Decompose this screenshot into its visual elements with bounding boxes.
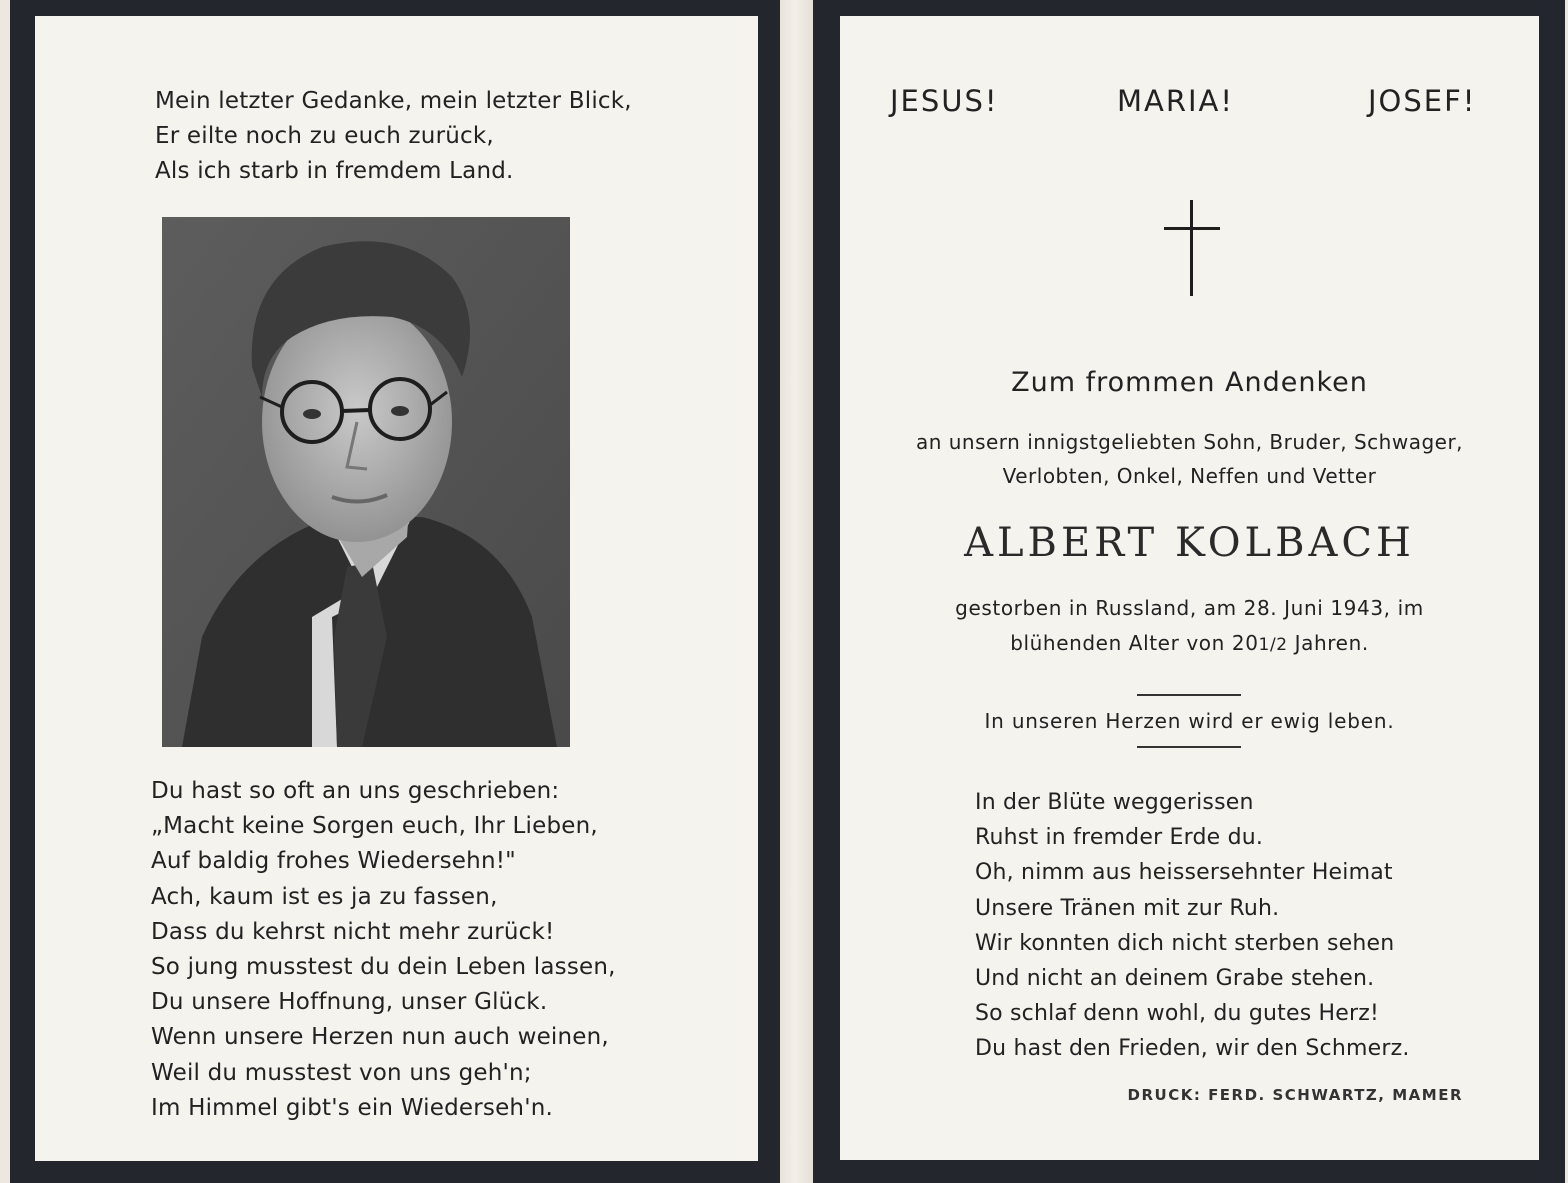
verse-line: Ruhst in fremder Erde du. bbox=[975, 825, 1264, 851]
verse-line: In der Blüte weggerissen bbox=[975, 790, 1254, 815]
left-card-paper bbox=[35, 16, 758, 1161]
verse-line: Weil du musstest von uns geh'n; bbox=[151, 1059, 532, 1086]
dedication-line-2: Verlobten, Onkel, Neffen und Vetter bbox=[1002, 464, 1377, 488]
verse-line: Als ich starb in fremdem Land. bbox=[155, 158, 514, 185]
right-card-border bbox=[813, 0, 1565, 1183]
invocation-jesus: JESUS! bbox=[890, 84, 999, 118]
divider-top bbox=[1137, 694, 1241, 696]
death-line-2-prefix: blühenden Alter von 20 bbox=[1010, 631, 1259, 655]
verse-line: Oh, nimm aus heissersehnter Heimat bbox=[975, 860, 1393, 886]
death-line-2-suffix: Jahren. bbox=[1287, 631, 1369, 655]
death-line-2 bbox=[840, 631, 1539, 655]
verse-line: Im Himmel gibt's ein Wiederseh'n. bbox=[151, 1094, 554, 1121]
cross-icon bbox=[1164, 200, 1220, 300]
verse-line: Ach, kaum ist es ja zu fassen, bbox=[151, 883, 498, 910]
motto: In unseren Herzen wird er ewig leben. bbox=[984, 709, 1395, 733]
verse-line: Auf baldig frohes Wiedersehn!" bbox=[151, 848, 516, 875]
verse-line: Dass du kehrst nicht mehr zurück! bbox=[151, 918, 555, 945]
verse-line: Er eilte noch zu euch zurück, bbox=[155, 123, 494, 150]
verse-line: Wir konnten dich nicht sterben sehen bbox=[975, 930, 1395, 956]
divider-bottom bbox=[1137, 746, 1241, 748]
verse-line: Unsere Tränen mit zur Ruh. bbox=[975, 895, 1280, 921]
verse-line: Mein letzter Gedanke, mein letzter Blick, bbox=[155, 88, 632, 114]
invocation-josef: JOSEF! bbox=[1368, 84, 1477, 118]
bottom-verse bbox=[151, 774, 616, 1126]
death-line-1: gestorben in Russland, am 28. Juni 1943, im bbox=[955, 596, 1424, 620]
verse-line: So jung musstest du dein Leben lassen, bbox=[151, 954, 616, 981]
verse-line: Du hast so oft an uns geschrieben: bbox=[151, 778, 560, 804]
age-fraction: 1/2 bbox=[1258, 635, 1288, 655]
verse-line: So schlaf denn wohl, du gutes Herz! bbox=[975, 1001, 1380, 1027]
left-card-border bbox=[10, 0, 780, 1183]
verse-line: Und nicht an deinem Grabe stehen. bbox=[975, 966, 1375, 992]
right-verse bbox=[975, 785, 1410, 1067]
invocation-maria: MARIA! bbox=[1117, 84, 1235, 118]
verse-line: Wenn unsere Herzen nun auch weinen, bbox=[151, 1024, 609, 1051]
dedication-line-1: an unsern innigstgeliebten Sohn, Bruder, Schwager, bbox=[915, 430, 1464, 454]
right-card-paper bbox=[840, 16, 1539, 1160]
memorial-heading: Zum frommen Andenken bbox=[1011, 367, 1368, 398]
verse-line: Du hast den Frieden, wir den Schmerz. bbox=[975, 1036, 1410, 1062]
verse-line: „Macht keine Sorgen euch, Ihr Lieben, bbox=[151, 813, 598, 840]
deceased-name: ALBERT KOLBACH bbox=[964, 520, 1415, 566]
verse-line: Du unsere Hoffnung, unser Glück. bbox=[151, 989, 548, 1016]
printer-credit: DRUCK: FERD. SCHWARTZ, MAMER bbox=[1127, 1086, 1463, 1104]
card-fold bbox=[780, 0, 813, 1183]
portrait-photo bbox=[162, 217, 570, 747]
top-verse bbox=[155, 84, 632, 190]
